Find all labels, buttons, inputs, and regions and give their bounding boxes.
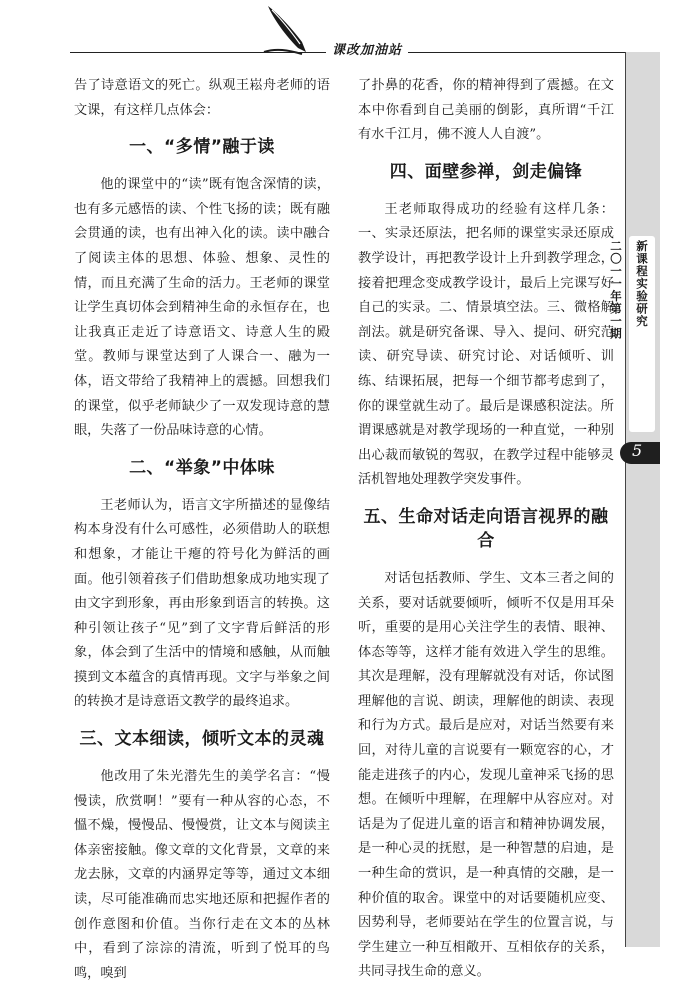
left-column — [74, 74, 330, 986]
side-band — [626, 52, 660, 947]
section-body-3: 他改用了朱光潜先生的美学名言：“慢慢读，欣赏啊！”要有一种从容的心态，不慍不燥，慢慢品、慢慢赏，让文本与阅读主体亲密接触。像文章的文化背景，文章的来龙去脉，文章的内涵界定等等，通过文本细读，尽可能准确而忠实地还原和把握作者的创作意图和价值。当你行走在文本的丛林中，看到了淙淙的清流，听到了悦耳的鸟鸣，嗅到 — [74, 769, 330, 981]
column-title: 课改加油站 — [326, 39, 408, 58]
section-body-5: 对话包括教师、学生、文本三者之间的关系，要对话就要倾听，倾听不仅是用耳朵听，重要的是用心关注学生的表情、眼神、体态等等，这样才能有效进入学生的思维。其次是理解，没有理解就没有对话，你试图理解他的言说、朗读，理解他的朗读、表现和行为方式。最后是应对，对话当然要有来回，对待儿童的言说要有一颗宽容的心，才能走进孩子的内心，发现儿童神采飞扬的思想。在倾听中理解，在理解中从容应对。对话是为了促进儿童的语言和精神协调发展，是一种心灵的抚慰，是一种智慧的启迪，是一种生命的赏识，是一种真情的交融，是一种价值的取舍。课堂中的对话要随机应变、因势利导，老师要站在学生的位置言说，与学生建立一种互相敞开、互相依存的关系，共同寻找生命的意义。 — [358, 570, 614, 980]
section-heading-4: 四、面壁参禅，剑走偏锋 — [389, 161, 583, 182]
issue-label: 二〇一一年第一期 — [609, 240, 623, 340]
journal-issue-label — [609, 240, 655, 340]
section-heading-2: 二、“举象”中体味 — [129, 457, 275, 478]
section-body-1: 他的课堂中的“读”既有饱含深情的读，也有多元感悟的读、个性飞扬的读；既有融会贯通的读，也有出神入化的读。读中融合了阅读主体的思想、体验、想象、灵性的情，而且充满了生命的活力。王老师的课堂让学生真切体会到精神生命的永恒存在，也让我真正走近了诗意语文、诗意人生的殿堂。教师与课堂达到了人课合一、融为一体，语文带给了我精神上的震撼。回想我们的课堂，似乎老师缺少了一双发现诗意的慧眼，失落了一份品味诗意的心情。 — [74, 177, 330, 439]
right-column — [358, 74, 614, 985]
intro-paragraph: 告了诗意语文的死亡。纵观王崧舟老师的语文课，有这样几点体会： — [74, 78, 330, 118]
vertical-divider — [625, 52, 626, 947]
section-heading-1: 一、“多情”融于读 — [129, 137, 275, 158]
page-number: 5 — [632, 441, 643, 460]
section-heading-3: 三、文本细读，倾听文本的灵魂 — [79, 729, 325, 750]
section-body-4: 王老师取得成功的经验有这样几条：一、实录还原法，把名师的课堂实录还原成教学设计，再把教学设计上升到教学理念，接着把理念变成教学设计，最后上完课写好自己的实录。二、情景填空法。三、微格解剖法。就是研究备课、导入、提问、研究范读、研究导读、研究讨论、对话倾听、训练、结课拓展，把每一个细节都考虑到了，你的课堂就生动了。最后是课感积淀法。所谓课感就是对教学现场的一种直觉，一种别出心裁而敏锐的驾驭，在教学过程中能够灵活机智地处理教学突发事件。 — [358, 201, 614, 488]
section-heading-5: 五、生命对话走向语言视界的融合 — [363, 506, 609, 551]
journal-name: 新课程实验研究 — [635, 240, 649, 328]
section-body-2: 王老师认为，语言文字所描述的显像结构本身没有什么可感性，必须借助人的联想和想象，才能让干瘪的符号化为鲜活的画面。他引领着孩子们借助想象成功地实现了由文字到形象，再由形象到语言的转换。这种引领让孩子“见”到了文字背后鲜活的形象，体会到了生活中的情境和感触，从而触摸到文本蕴含的真情再现。文字与举象之间的转换才是诗意语文教学的最终追求。 — [74, 497, 330, 710]
continued-paragraph: 了扑鼻的花香，你的精神得到了震撼。在文本中你看到自己美丽的倒影，真所谓“千江有水千江月，佛不渡人人自渡”。 — [358, 78, 614, 143]
